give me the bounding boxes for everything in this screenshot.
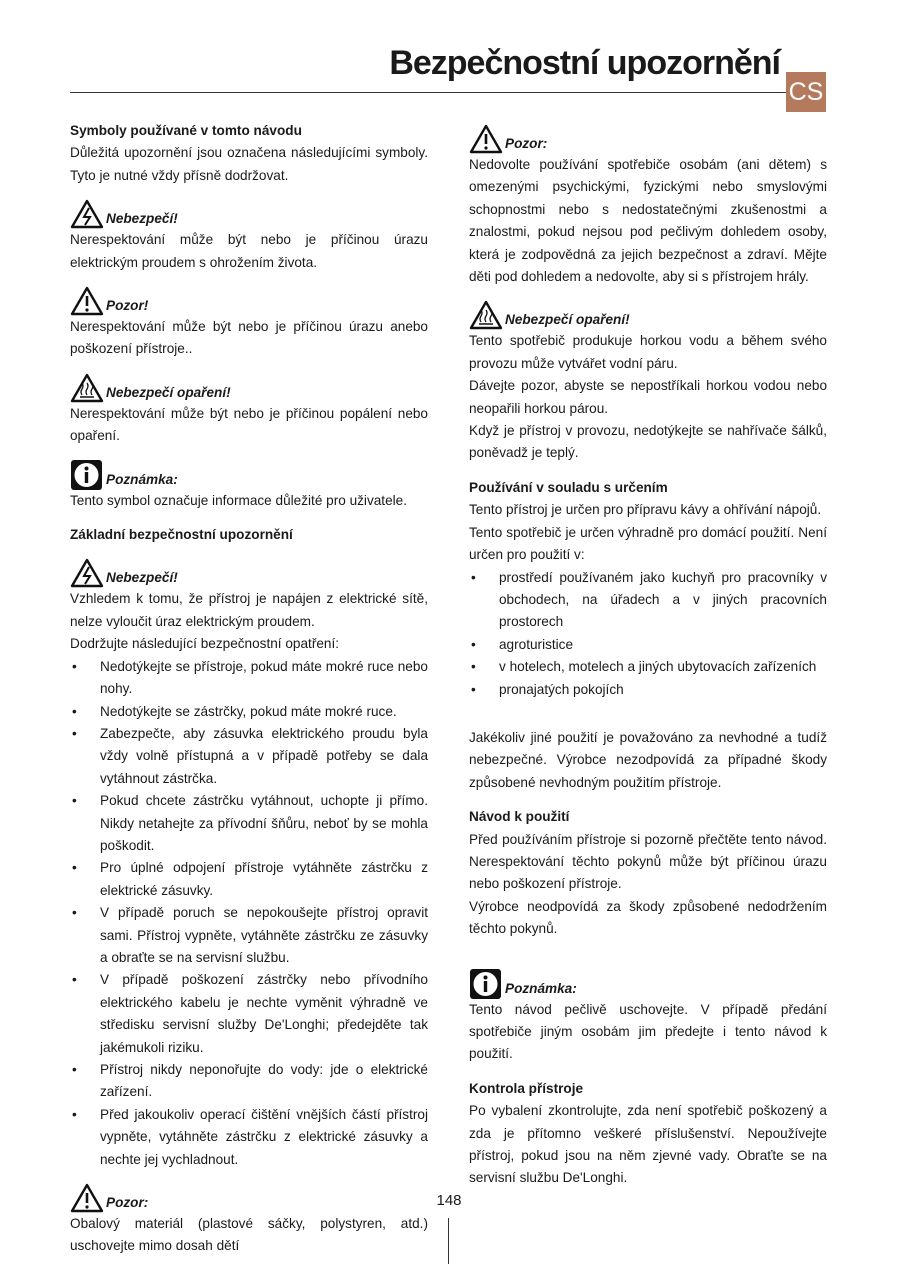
list-item: • Zabezpečte, aby zásuvka elektrického proudu byla vždy volně přístupná a v případě potřeby se dala vytáhnout zástrčka. (70, 723, 428, 790)
list-item: • agroturistice (469, 634, 827, 656)
manual-heading: Návod k použití (469, 809, 570, 825)
use-text-1: Tento přístroj je určen pro přípravu kávy a ohřívání nápojů. (469, 502, 822, 518)
burn-label: Nebezpečí opaření! (505, 312, 630, 328)
title-rule (70, 92, 786, 93)
note-text: Tento symbol označuje informace důležité pro uživatele. (70, 492, 408, 508)
safety-list (70, 656, 428, 1171)
danger-symbol (70, 197, 428, 229)
hot-surface-icon (469, 300, 503, 330)
note-label: Poznámka: (505, 980, 577, 996)
packaging-label: Pozor: (106, 1195, 149, 1211)
footer-rule (448, 1218, 449, 1264)
danger-text: Nerespektování může být nebo je příčinou úrazu elektrickým proudem s ohrožením života. (70, 232, 428, 270)
list-item: • V případě poruch se nepokoušejte přístroj opravit sami. Přístroj vypněte, vytáhněte zástrčku ze zásuvky a obraťte se na servisní službu. (70, 902, 428, 969)
burn-text-1: Tento spotřebič produkuje horkou vodu a během svého provozu může vytvářet vodní páru. (469, 333, 827, 371)
use-text-2: Tento spotřebič je určen výhradně pro domácí použití. Není určen pro použití v: (469, 524, 827, 563)
basic-intro: Vzhledem k tomu, že přístroj je napájen z elektrické sítě, nelze vyloučit úraz elektrickým proudem. (70, 591, 428, 629)
symbols-intro: Důležitá upozornění jsou označena následujícími symboly. Tyto je nutné vždy přísně dodržovat. (70, 145, 428, 183)
burn-text: Nerespektování může být nebo je příčinou popálení nebo opaření. (70, 405, 428, 444)
list-item: • pronajatých pokojích (469, 679, 827, 701)
warning-icon (469, 124, 503, 154)
list-item: • Před jakoukoliv operací čištění vnějších částí přístroj vypněte, vytáhněte zástrčku z elektrické zásuvky a nechte jej vychladnout. (70, 1104, 428, 1171)
left-column (70, 120, 428, 1258)
list-item: • prostředí používaném jako kuchyň pro pracovníky v obchodech, na úřadech a v jiných pracovních prostorech (469, 567, 827, 634)
note-symbol (70, 458, 428, 490)
burn-text-3: Když je přístroj v provozu, nedotýkejte se nahřívače šálků, poněvadž je teplý. (469, 423, 827, 461)
use-text-3: Jakékoliv jiné použití je považováno za nevhodné a tudíž nebezpečné. Výrobce nezodpovídá za případné škody způsobené nevhodným použitím přístroje. (469, 729, 827, 790)
symbols-heading: Symboly používané v tomto návodu (70, 123, 302, 138)
basic-heading: Základní bezpečnostní upozornění (70, 527, 293, 543)
electric-hazard-icon (70, 558, 104, 588)
manual-text-1: Před používáním přístroje si pozorně přečtěte tento návod. Nerespektování těchto pokynů může být příčinou úrazu nebo poškození přístroje. (469, 831, 827, 892)
list-item: • Pokud chcete zástrčku vytáhnout, uchopte ji přímo. Nikdy netahejte za přívodní šňůru, neboť by se mohla poškodit. (70, 790, 428, 857)
warning-icon (70, 286, 104, 316)
note-label: Poznámka: (106, 471, 178, 487)
burn-label: Nebezpečí opaření! (106, 384, 231, 400)
list-item: • V případě poškození zástrčky nebo přívodního elektrického kabelu je nechte vyměnit výhradně ve středisku servisní služby De'Longhi; předejděte tak jakémukoli riziku. (70, 969, 428, 1059)
list-item: • Přístroj nikdy neponořujte do vody: jde o elektrické zařízení. (70, 1059, 428, 1104)
check-heading: Kontrola přístroje (469, 1080, 584, 1096)
basic-danger-symbol (70, 556, 428, 588)
burn-symbol (70, 371, 428, 403)
check-text: Po vybalení zkontrolujte, zda není spotřebič poškozený a zda je přítomno veškeré příslušenství. Nepoužívejte přístroj, pokud jsou na něm zjevné vady. Obraťte se na servisní službu De'Longhi. (469, 1103, 827, 1186)
language-badge: CS (786, 72, 826, 112)
hot-surface-icon (70, 373, 104, 403)
use-list (469, 567, 827, 701)
use-heading: Používání v souladu s určením (469, 479, 668, 495)
manual-text-2: Výrobce neodpovídá za škody způsobené nedodržením těchto pokynů. (469, 898, 827, 937)
info-icon (70, 460, 104, 490)
caution-text: Nedovolte používání spotřebiče osobám (ani dětem) s omezenými psychickými, fyzickými nebo smyslovými schopnostmi nebo s nedostatečnými zkušenostmi a znalostmi, pokud nejsou pod pečlivým dohledem osoby, která je zodpovědná za jejich bezpečnost a zdraví. Mějte děti pod dohledem a nedovolte, aby si s přístrojem hrály. (469, 157, 827, 285)
right-column (469, 122, 827, 1190)
caution-label: Pozor! (106, 298, 149, 314)
burn-symbol (469, 298, 827, 330)
list-item: • Nedotýkejte se přístroje, pokud máte mokré ruce nebo nohy. (70, 656, 428, 701)
note-text: Tento návod pečlivě uschovejte. V případě předání spotřebiče jiným osobám jim předejte i tento návod k použití. (469, 1001, 827, 1062)
page-title: Bezpečnostní upozornění (389, 44, 780, 82)
info-icon (469, 969, 503, 999)
electric-hazard-icon (70, 199, 104, 229)
list-item: • Nedotýkejte se zástrčky, pokud máte mokré ruce. (70, 701, 428, 723)
list-item: • Pro úplné odpojení přístroje vytáhněte zástrčku z elektrické zásuvky. (70, 857, 428, 902)
page-number: 148 (436, 1192, 462, 1209)
danger-label: Nebezpečí! (106, 211, 178, 227)
note-symbol (469, 967, 827, 999)
list-item: • v hotelech, motelech a jiných ubytovacích zařízeních (469, 656, 827, 678)
caution-symbol (469, 122, 827, 154)
caution-label: Pozor: (505, 136, 548, 151)
packaging-text: Obalový materiál (plastové sáčky, polystyren, atd.) uschovejte mimo dosah dětí (70, 1216, 428, 1254)
burn-text-2: Dávejte pozor, abyste se nepostříkali horkou vodou nebo neopařili horkou párou. (469, 378, 827, 416)
basic-danger-label: Nebezpečí! (106, 570, 178, 586)
basic-follow: Dodržujte následující bezpečnostní opatření: (70, 636, 340, 652)
caution-symbol (70, 284, 428, 316)
caution-text: Nerespektování může být nebo je příčinou úrazu anebo poškození přístroje.. (70, 319, 428, 357)
